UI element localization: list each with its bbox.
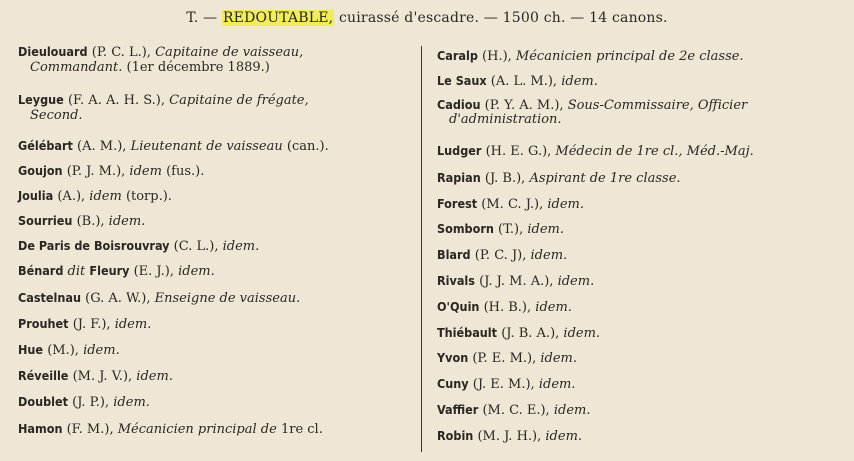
officer-rank: Lieutenant de vaisseau xyxy=(130,139,283,154)
officer-initials: (J. B.), xyxy=(484,171,526,186)
list-item xyxy=(18,316,416,332)
officer-initials: (A. L. M.), xyxy=(490,74,558,89)
list-item xyxy=(18,342,416,358)
officer-initials: (H.), xyxy=(482,49,512,64)
officer-name: Blard xyxy=(437,247,471,262)
entry-date: (1er décembre 1889.) xyxy=(126,60,270,75)
officer-rank: Aspirant de 1re classe. xyxy=(529,171,681,186)
officer-rank: idem. xyxy=(547,197,585,212)
officer-name: Le Saux xyxy=(437,73,487,88)
officer-initials: (M.), xyxy=(47,343,79,358)
officer-role: Second. xyxy=(30,108,83,123)
officer-initials: (H. E. G.), xyxy=(485,144,552,159)
officer-rank: idem xyxy=(89,189,122,204)
officer-role: Commandant. xyxy=(30,60,123,75)
officer-name: Cuny xyxy=(437,376,469,391)
officer-rank: idem. xyxy=(178,264,215,279)
officer-name: Sourrieu xyxy=(18,213,73,228)
officer-rank: idem. xyxy=(557,274,595,289)
officer-name: Castelnau xyxy=(18,290,81,305)
officer-initials: (J. J. M. A.), xyxy=(479,274,554,289)
officer-role: d'administration. xyxy=(449,112,562,127)
list-item xyxy=(437,299,852,315)
officer-rank: idem. xyxy=(527,222,564,237)
list-item xyxy=(437,98,852,127)
list-item xyxy=(437,170,852,186)
officer-name: Hamon xyxy=(18,421,63,436)
officer-rank: idem. xyxy=(108,214,146,229)
officer-name: Hue xyxy=(18,342,44,357)
officer-rank: Sous-Commissaire, Officier xyxy=(567,98,748,113)
list-item xyxy=(437,73,852,89)
officer-initials: (J. E. M.), xyxy=(472,377,535,392)
officer-rank: Capitaine de frégate, xyxy=(169,93,309,108)
officer-specialty: (can.). xyxy=(286,139,329,154)
officer-initials: (J. P.), xyxy=(72,395,110,410)
ship-name-highlight: REDOUTABLE, xyxy=(222,10,334,26)
officer-alias-name: Fleury xyxy=(89,263,130,278)
list-item xyxy=(18,138,416,154)
officer-name: Doublet xyxy=(18,394,68,409)
list-item xyxy=(437,247,852,263)
officer-specialty: (torp.). xyxy=(125,189,172,204)
officer-name: Prouhet xyxy=(18,316,69,331)
officer-initials: (B.), xyxy=(76,214,105,229)
header-prefix: T. — xyxy=(186,10,218,26)
officer-rank: idem. xyxy=(540,351,577,366)
officer-initials: (J. F.), xyxy=(72,317,111,332)
officer-initials: (J. B. A.), xyxy=(501,326,560,341)
officer-rank: Enseigne de vaisseau. xyxy=(154,291,301,306)
officer-name: Thiébault xyxy=(437,325,498,340)
officer-rank: Mécanicien principal de 2e classe. xyxy=(515,49,744,64)
officer-name: De Paris de Boisrouvray xyxy=(18,238,170,253)
officer-name: Joulia xyxy=(18,188,54,203)
officer-rank: Médecin de 1re cl., Méd.-Maj. xyxy=(555,144,754,159)
officer-rank: idem. xyxy=(222,239,260,254)
list-item xyxy=(18,290,416,306)
entry-continuation xyxy=(18,60,416,75)
officer-specialty: (fus.). xyxy=(166,164,205,179)
officer-initials: (M. C. J.), xyxy=(481,197,544,212)
column-divider xyxy=(421,46,422,452)
officer-initials: (F. A. A. H. S.), xyxy=(67,93,165,108)
list-item xyxy=(437,143,852,159)
officer-name: Somborn xyxy=(437,221,494,236)
list-item xyxy=(437,273,852,289)
list-item xyxy=(18,238,416,254)
officer-initials: (P. J. M.), xyxy=(66,164,126,179)
officer-name: Yvon xyxy=(437,350,469,365)
officer-initials: (H. B.), xyxy=(483,300,532,315)
officer-initials: (A. M.), xyxy=(77,139,127,154)
officer-initials: (P. Y. A. M.), xyxy=(484,98,564,113)
list-item xyxy=(18,421,416,437)
list-item xyxy=(437,325,852,341)
list-item xyxy=(18,213,416,229)
officer-name: Caralp xyxy=(437,48,478,63)
officer-rank: idem. xyxy=(83,343,120,358)
officer-name: Cadiou xyxy=(437,97,481,112)
officer-initials: (F. M.), xyxy=(66,422,114,437)
officer-initials: (G. A. W.), xyxy=(85,291,151,306)
officer-name: Goujon xyxy=(18,163,63,178)
officer-initials: (M. J. H.), xyxy=(477,429,542,444)
officer-initials: (A.), xyxy=(57,189,86,204)
list-item xyxy=(18,163,416,179)
officer-rank: idem xyxy=(129,164,162,179)
officer-rank: idem. xyxy=(136,369,173,384)
officer-name: Forest xyxy=(437,196,478,211)
officer-rank: idem. xyxy=(545,429,583,444)
officer-rank: idem. xyxy=(113,395,150,410)
list-item xyxy=(437,221,852,237)
officer-rank: idem. xyxy=(561,74,598,89)
officer-name: Rapian xyxy=(437,170,481,185)
officer-rank: idem. xyxy=(535,300,572,315)
officer-initials: (P. E. M.), xyxy=(472,351,537,366)
officer-initials: (E. J.), xyxy=(133,264,174,279)
list-item xyxy=(437,402,852,418)
list-item xyxy=(18,263,416,279)
officer-alias-word: dit xyxy=(67,264,86,279)
list-item xyxy=(18,394,416,410)
officer-rank: idem. xyxy=(530,248,568,263)
officer-name: O'Quin xyxy=(437,299,480,314)
officer-initials: (M. C. E.), xyxy=(482,403,550,418)
officer-name: Vaffier xyxy=(437,402,479,417)
officer-initials: (C. L.), xyxy=(173,239,219,254)
officer-name: Rivals xyxy=(437,273,475,288)
list-item xyxy=(437,428,852,444)
officer-name: Bénard xyxy=(18,263,64,278)
officer-initials: (T.), xyxy=(498,222,524,237)
officer-rank: Mécanicien principal de xyxy=(117,422,277,437)
list-item xyxy=(437,376,852,392)
officer-name: Gélébart xyxy=(18,138,73,153)
officer-class: 1re cl. xyxy=(280,422,323,437)
officer-name: Réveille xyxy=(18,368,69,383)
officer-name: Ludger xyxy=(437,143,482,158)
list-item xyxy=(18,188,416,204)
header-details: cuirassé d'escadre. — 1500 ch. — 14 canons. xyxy=(339,10,668,26)
officer-initials: (P. C. J), xyxy=(474,248,527,263)
ship-header xyxy=(0,10,854,26)
list-item xyxy=(437,48,852,64)
officer-rank: idem. xyxy=(114,317,152,332)
officer-initials: (P. C. L.), xyxy=(91,45,151,60)
officer-initials: (M. J. V.), xyxy=(72,369,133,384)
officer-name: Dieulouard xyxy=(18,44,88,59)
officer-name: Leygue xyxy=(18,92,64,107)
list-item xyxy=(18,368,416,384)
list-item xyxy=(18,44,416,75)
list-item xyxy=(437,196,852,212)
officer-name: Robin xyxy=(437,428,474,443)
list-item xyxy=(437,350,852,366)
officer-rank: idem. xyxy=(563,326,601,341)
officer-rank: idem. xyxy=(538,377,576,392)
officer-rank: idem. xyxy=(553,403,591,418)
officer-rank: Capitaine de vaisseau, xyxy=(155,45,304,60)
list-item xyxy=(18,92,416,123)
